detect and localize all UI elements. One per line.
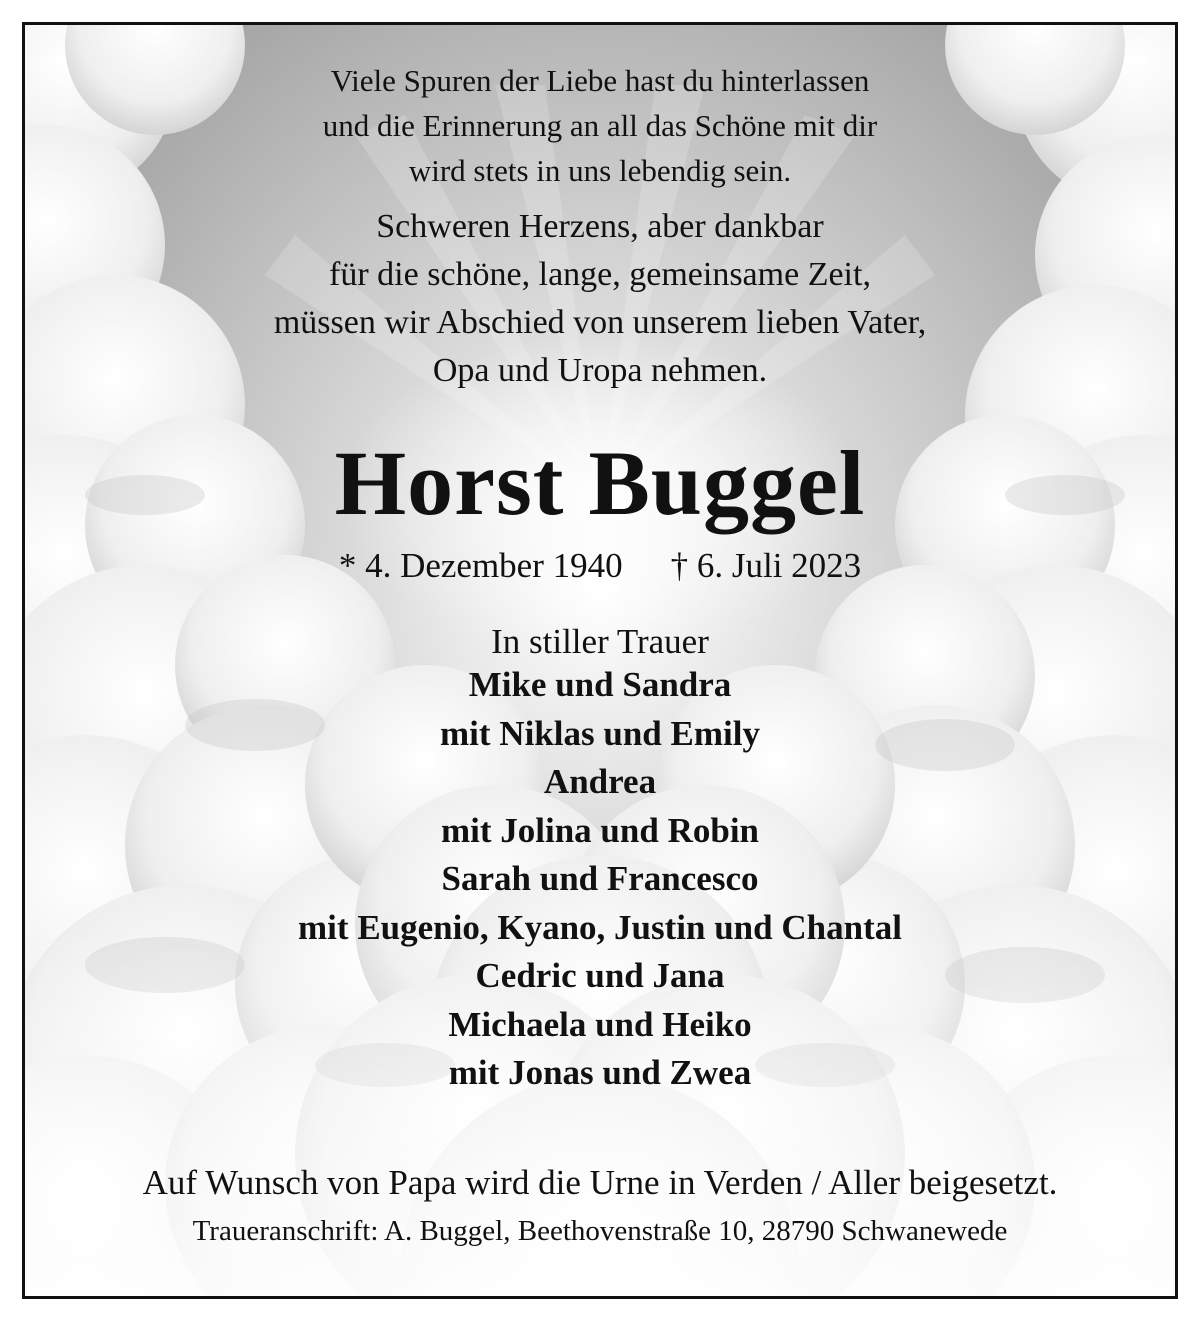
farewell-intro [25, 203, 1175, 395]
death-date: † 6. Juli 2023 [670, 546, 862, 585]
deceased-name: Horst Buggel [334, 432, 866, 534]
intro-line: Schweren Herzens, aber dankbar [376, 208, 824, 245]
life-dates [25, 542, 1175, 590]
mourner-line: Michaela und Heiko [448, 1004, 752, 1044]
mourner-line: Cedric und Jana [475, 956, 725, 995]
intro-line: müssen wir Abschied von unserem lieben Vater, [273, 304, 927, 341]
verse-line: Viele Spuren der Liebe hast du hinterlassen [330, 63, 870, 98]
birth-date: * 4. Dezember 1940 [338, 546, 623, 585]
mourner-line: Sarah und Francesco [441, 859, 759, 898]
intro-line: für die schöne, lange, gemeinsame Zeit, [329, 256, 871, 293]
verse-line: wird stets in uns lebendig sein. [408, 153, 792, 188]
mourner-line: mit Jolina und Robin [440, 810, 760, 850]
obituary-frame [22, 22, 1178, 1299]
verse-line: und die Erinnerung an all das Schöne mit dir [322, 108, 878, 143]
burial-note: Auf Wunsch von Papa wird die Urne in Verden / Aller beigesetzt. [142, 1163, 1058, 1202]
condolence-address: Traueranschrift: A. Buggel, Beethovenstraße 10, 28790 Schwanewede [192, 1215, 1008, 1247]
memorial-verse [25, 58, 1175, 193]
mourners-list [25, 661, 1175, 1098]
intro-line: Opa und Uropa nehmen. [432, 352, 768, 389]
mourning-intro: In stiller Trauer [491, 622, 709, 661]
mourner-line: mit Jonas und Zwea [448, 1053, 752, 1092]
mourner-line: Andrea [543, 762, 657, 801]
mourner-line: mit Eugenio, Kyano, Justin und Chantal [298, 907, 902, 947]
mourner-line: Mike und Sandra [468, 665, 732, 704]
mourner-line: mit Niklas und Emily [440, 713, 760, 753]
obituary-content [25, 25, 1175, 1296]
